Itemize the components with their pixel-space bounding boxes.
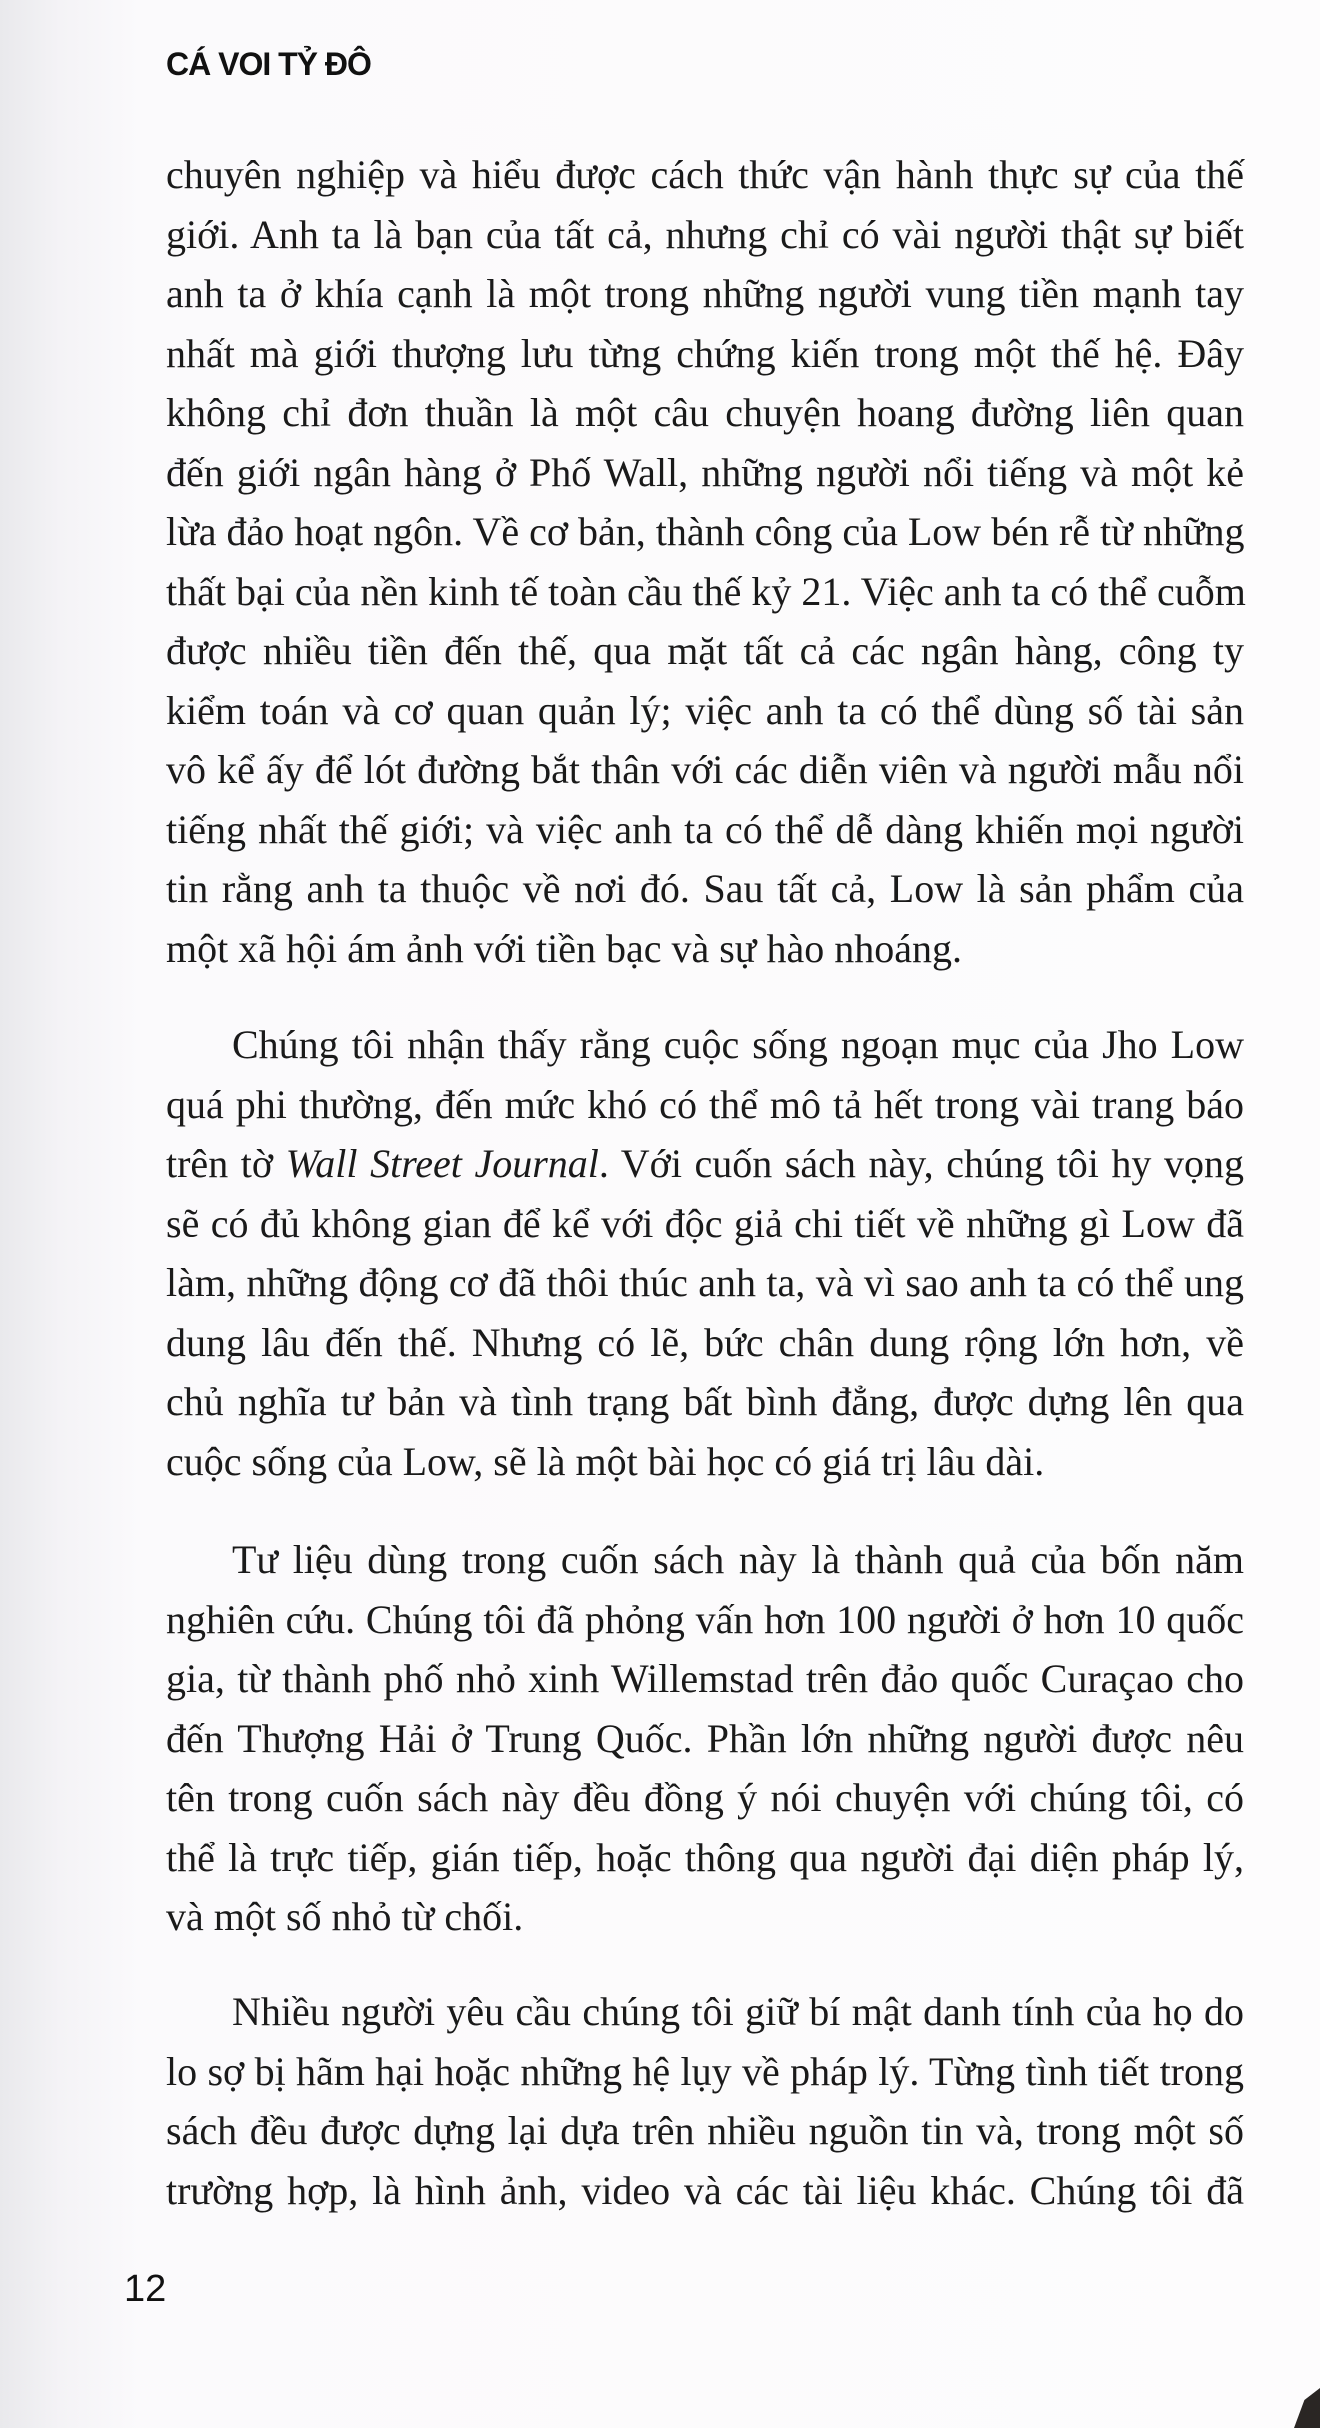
text-line: vô kể ấy để lót đường bắt thân với các diễn viên và người mẫu nổi	[166, 747, 1244, 792]
text-line: tên trong cuốn sách này đều đồng ý nói chuyện với chúng tôi, có	[166, 1775, 1244, 1820]
text-line: đến giới ngân hàng ở Phố Wall, những người nổi tiếng và một kẻ	[166, 449, 1244, 495]
text-line: kiểm toán và cơ quan quản lý; việc anh ta có thể dùng số tài sản	[166, 687, 1244, 733]
page-number: 12	[124, 2268, 167, 2310]
text-line: và một số nhỏ từ chối.	[166, 1894, 524, 1939]
text-line: sách đều được dựng lại dựa trên nhiều nguồn tin và, trong một số	[166, 2108, 1244, 2153]
paragraph-1	[166, 145, 1244, 978]
text-segment: trên tờ	[166, 1141, 286, 1186]
text-line: thể là trực tiếp, gián tiếp, hoặc thông qua người đại diện pháp lý,	[166, 1834, 1244, 1880]
text-line: làm, những động cơ đã thôi thúc anh ta, và vì sao anh ta có thể ung	[166, 1260, 1244, 1305]
running-header: CÁ VOI TỶ ĐÔ	[166, 46, 371, 82]
paragraph-2	[166, 1015, 1244, 1491]
text-line: chuyên nghiệp và hiểu được cách thức vận hành thực sự của thế	[166, 152, 1244, 197]
text-line: Chúng tôi nhận thấy rằng cuộc sống ngoạn mục của Jho Low	[232, 1022, 1244, 1067]
paragraph-4	[166, 1982, 1244, 2220]
text-line: thất bại của nền kinh tế toàn cầu thế kỷ 21. Việc anh ta có thể cuỗm	[166, 568, 1246, 614]
text-line: trường hợp, là hình ảnh, video và các tài liệu khác. Chúng tôi đã	[166, 2167, 1244, 2213]
text-line: tin rằng anh ta thuộc về nơi đó. Sau tất cả, Low là sản phẩm của	[166, 866, 1244, 911]
text-line	[166, 1134, 1244, 1194]
text-line: được nhiều tiền đến thế, qua mặt tất cả các ngân hàng, công ty	[166, 628, 1244, 673]
page-corner-shadow	[1294, 2388, 1320, 2428]
text-segment: . Với cuốn sách này, chúng tôi hy vọng	[598, 1141, 1244, 1186]
text-line: Nhiều người yêu cầu chúng tôi giữ bí mật danh tính của họ do	[232, 1989, 1244, 2034]
text-line: tiếng nhất thế giới; và việc anh ta có thể dễ dàng khiến mọi người	[166, 806, 1244, 852]
text-line: dung lâu đến thế. Nhưng có lẽ, bức chân dung rộng lớn hơn, về	[166, 1319, 1244, 1365]
text-line: đến Thượng Hải ở Trung Quốc. Phần lớn những người được nêu	[166, 1715, 1244, 1761]
text-line: một xã hội ám ảnh với tiền bạc và sự hào nhoáng.	[166, 925, 962, 971]
text-line: giới. Anh ta là bạn của tất cả, nhưng chỉ có vài người thật sự biết	[166, 211, 1244, 257]
text-line: anh ta ở khía cạnh là một trong những người vung tiền mạnh tay	[166, 271, 1244, 316]
text-line: nhất mà giới thượng lưu từng chứng kiến trong một thế hệ. Đây	[166, 330, 1244, 376]
text-line: lo sợ bị hãm hại hoặc những hệ lụy về pháp lý. Từng tình tiết trong	[166, 2048, 1244, 2094]
text-line: lừa đảo hoạt ngôn. Về cơ bản, thành công của Low bén rễ từ những	[166, 509, 1245, 554]
text-line: sẽ có đủ không gian để kể với độc giả chi tiết về những gì Low đã	[166, 1200, 1244, 1246]
text-line: Tư liệu dùng trong cuốn sách này là thành quả của bốn năm	[232, 1537, 1244, 1582]
paragraph-3	[166, 1530, 1244, 1947]
text-line: nghiên cứu. Chúng tôi đã phỏng vấn hơn 100 người ở hơn 10 quốc	[166, 1596, 1244, 1642]
text-line: chủ nghĩa tư bản và tình trạng bất bình đẳng, được dựng lên qua	[166, 1379, 1244, 1424]
text-line: cuộc sống của Low, sẽ là một bài học có giá trị lâu dài.	[166, 1438, 1045, 1484]
publication-title: Wall Street Journal	[285, 1141, 599, 1186]
text-line: quá phi thường, đến mức khó có thể mô tả hết trong vài trang báo	[166, 1081, 1244, 1127]
text-line: không chỉ đơn thuần là một câu chuyện hoang đường liên quan	[166, 390, 1244, 435]
text-line: gia, từ thành phố nhỏ xinh Willemstad trên đảo quốc Curaçao cho	[166, 1656, 1244, 1701]
